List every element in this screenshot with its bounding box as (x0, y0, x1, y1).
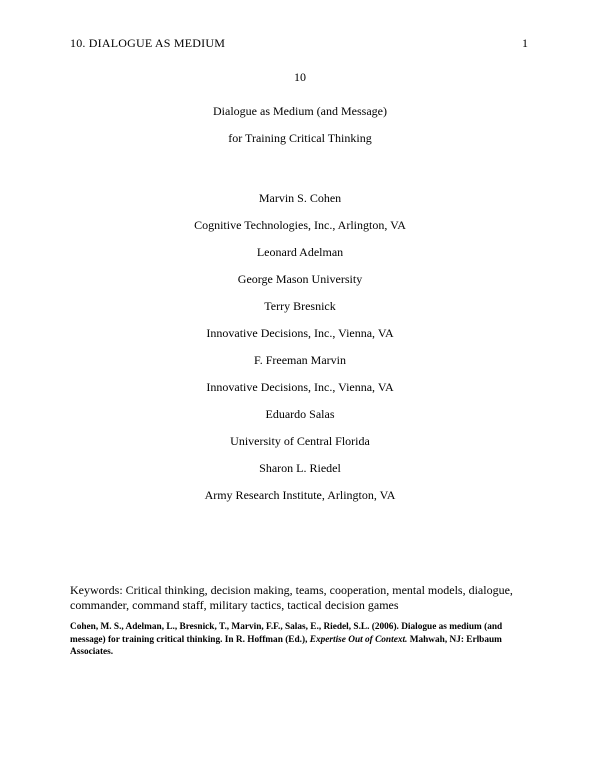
author-affiliation: Army Research Institute, Arlington, VA (204, 488, 396, 502)
author-affiliation: Innovative Decisions, Inc., Vienna, VA (206, 326, 394, 340)
page-number: 1 (522, 36, 528, 50)
citation-text: Cohen, M. S., Adelman, L., Bresnick, T., Marvin, F.F., Salas, E., Riedel, S.L. (2006). Dialogue as medium (and message) for training critical thinking. In R. Hoffman (Ed.), (70, 622, 503, 645)
author-affiliation: Innovative Decisions, Inc., Vienna, VA (206, 380, 394, 394)
chapter-title-line-1: Dialogue as Medium (and Message) (213, 104, 387, 118)
chapter-number: 10 (294, 70, 306, 84)
keywords-paragraph: Keywords: Critical thinking, decision making, teams, cooperation, mental models, dialogue, commander, command staff, military tactics, tactical decision games (70, 583, 513, 612)
citation-book-title: Expertise Out of Context. (309, 634, 408, 645)
author-name: Terry Bresnick (264, 299, 336, 313)
author-name: Sharon L. Riedel (259, 461, 341, 475)
citation-paragraph (70, 621, 540, 659)
author-name: Marvin S. Cohen (258, 191, 342, 205)
author-affiliation: University of Central Florida (230, 434, 370, 448)
author-name: Eduardo Salas (265, 407, 335, 421)
author-affiliation: Cognitive Technologies, Inc., Arlington, VA (194, 218, 406, 232)
author-name: Leonard Adelman (256, 245, 344, 259)
running-head: 10. DIALOGUE AS MEDIUM (70, 36, 226, 50)
author-affiliation: George Mason University (237, 272, 363, 286)
chapter-title-line-2: for Training Critical Thinking (228, 131, 372, 145)
author-name: F. Freeman Marvin (253, 353, 347, 367)
citation-publisher: Mahwah, NJ: Erlbaum Associates. (70, 634, 502, 657)
